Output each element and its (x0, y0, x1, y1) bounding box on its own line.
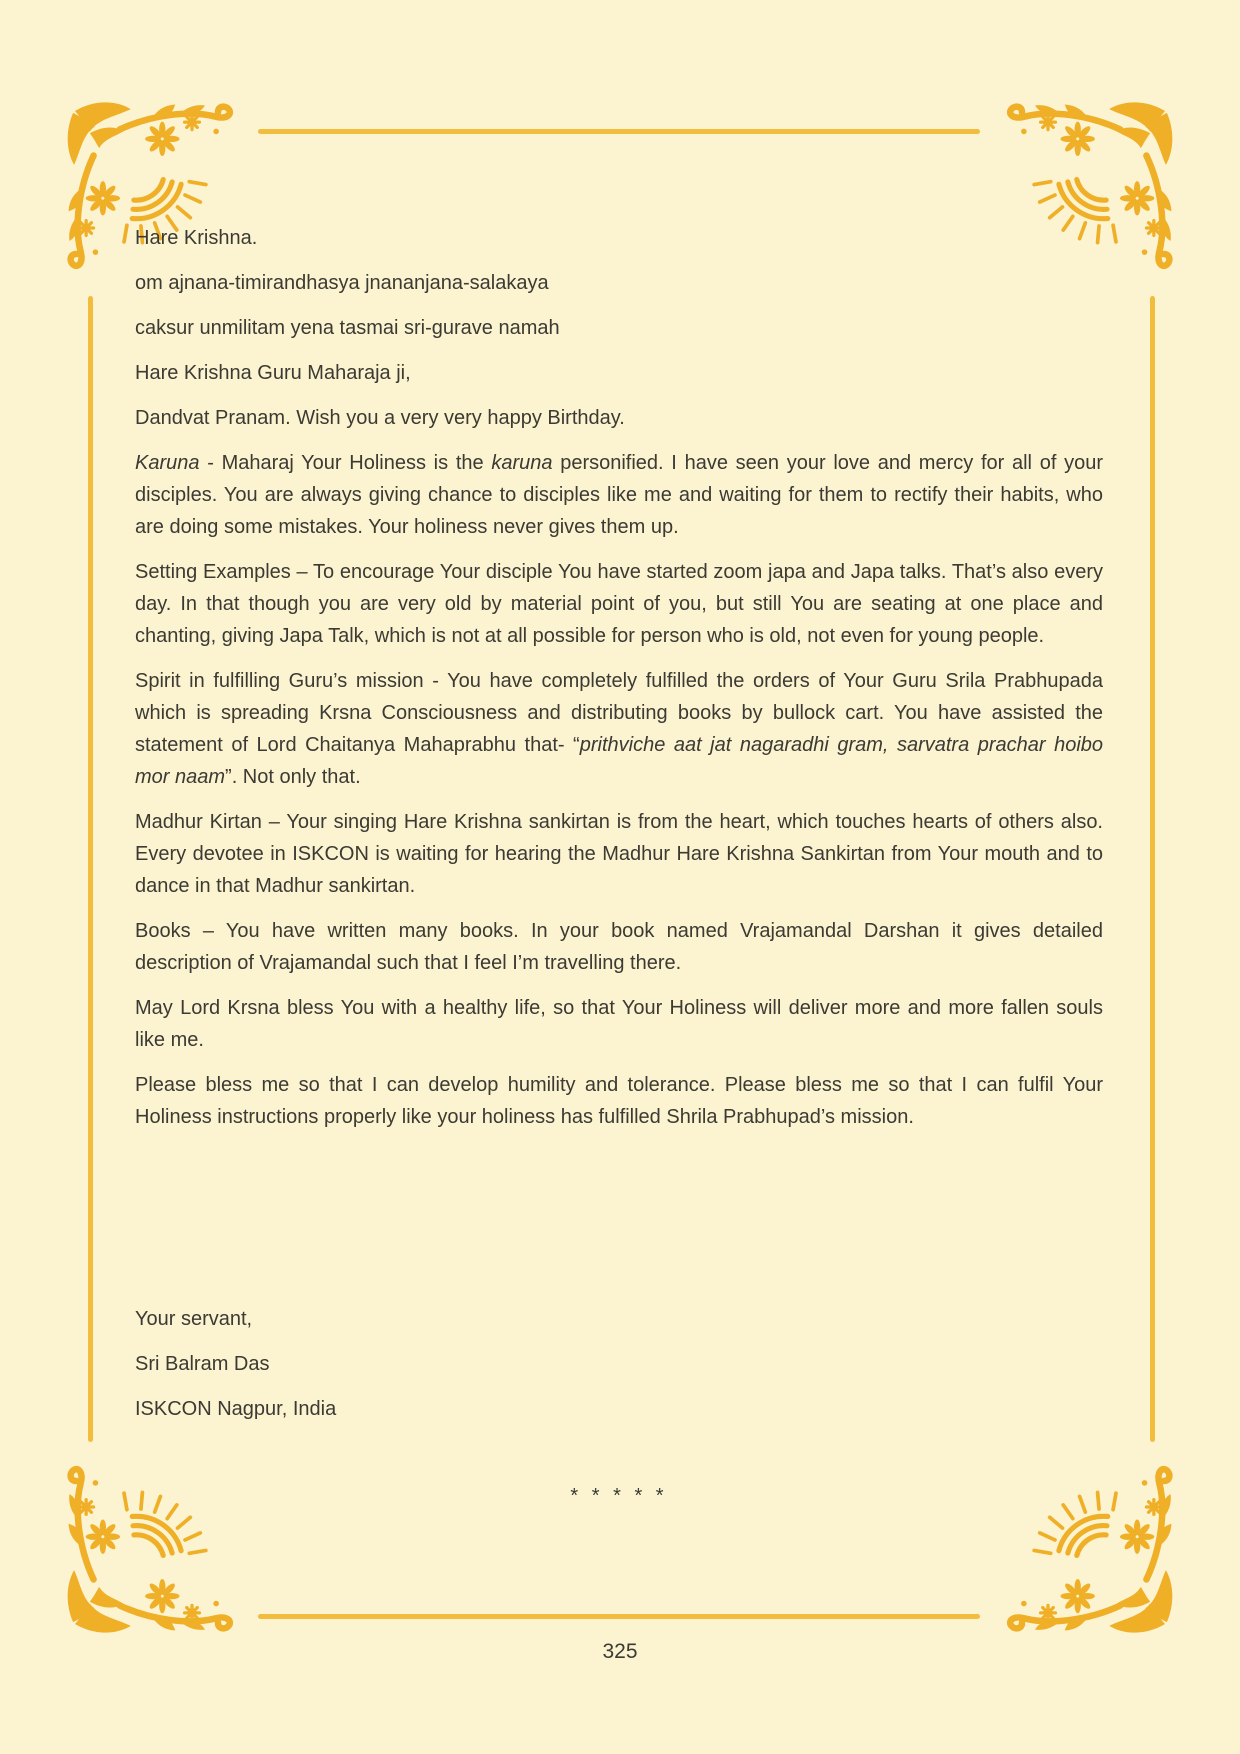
letter-paragraph: om ajnana-timirandhasya jnananjana-salakaya (135, 272, 549, 294)
frame-border-right (1150, 296, 1155, 1442)
letter-paragraph: Dandvat Pranam. Wish you a very very happy Birthday. (135, 407, 625, 429)
letter-paragraph: Books – You have written many books. In your book named Vrajamandal Darshan it gives detailed description of Vrajamandal such that I feel I’m travelling there. (135, 920, 1103, 974)
letter-paragraph: May Lord Krsna bless You with a healthy life, so that Your Holiness will deliver more and more fallen souls like me. (135, 997, 1103, 1051)
page-number: 325 (602, 1640, 638, 1663)
section-separator: * * * * * (570, 1485, 668, 1507)
letter-paragraphs (135, 222, 1103, 1133)
letter-paragraph: Setting Examples – To encourage Your disciple You have started zoom japa and Japa talks. That’s also every day. In that though you are very old by material point of you, but still You are seating at one place and chanting, giving Japa Talk, which is not at all possible for person who is old, not even for young people. (135, 561, 1103, 647)
letter-body (135, 222, 1103, 1512)
signature-line: Your servant, (135, 1308, 253, 1330)
signature-line: Sri Balram Das (135, 1353, 270, 1375)
letter-paragraph: Hare Krishna Guru Maharaja ji, (135, 362, 411, 384)
frame-border-left (88, 296, 93, 1442)
letter-paragraph: Spirit in fulfilling Guru’s mission - You have completely fulfilled the orders of Your Guru Srila Prabhupada which is spreading Krsna Consciousness and distributing books by bullock cart. You have assisted the statement of Lord Chaitanya Mahaprabhu that- “prithviche aat jat nagaradhi gram, sarvatra prachar hoibo mor naam”. Not only that. (135, 670, 1104, 788)
letter-paragraph: Madhur Kirtan – Your singing Hare Krishna sankirtan is from the heart, which touches hearts of others also. Every devotee in ISKCON is waiting for hearing the Madhur Hare Krishna Sankirtan from Your mouth and to dance in that Madhur sankirtan. (135, 811, 1103, 897)
letter-paragraph: caksur unmilitam yena tasmai sri-gurave namah (135, 317, 560, 339)
frame-border-top (258, 129, 980, 134)
letter-signature (135, 1303, 1103, 1425)
letter-paragraph: Please bless me so that I can develop humility and tolerance. Please bless me so that I can fulfil Your Holiness instructions properly like your holiness has fulfilled Shrila Prabhupad’s mission. (135, 1074, 1103, 1128)
frame-border-bottom (258, 1614, 980, 1619)
letter-paragraph: Hare Krishna. (135, 227, 258, 249)
letter-paragraph: Karuna - Maharaj Your Holiness is the karuna personified. I have seen your love and mercy for all of your disciples. You are always giving chance to disciples like me and waiting for them to rectify their habits, who are doing some mistakes. Your holiness never gives them up. (135, 452, 1103, 538)
signature-line: ISKCON Nagpur, India (135, 1398, 337, 1420)
